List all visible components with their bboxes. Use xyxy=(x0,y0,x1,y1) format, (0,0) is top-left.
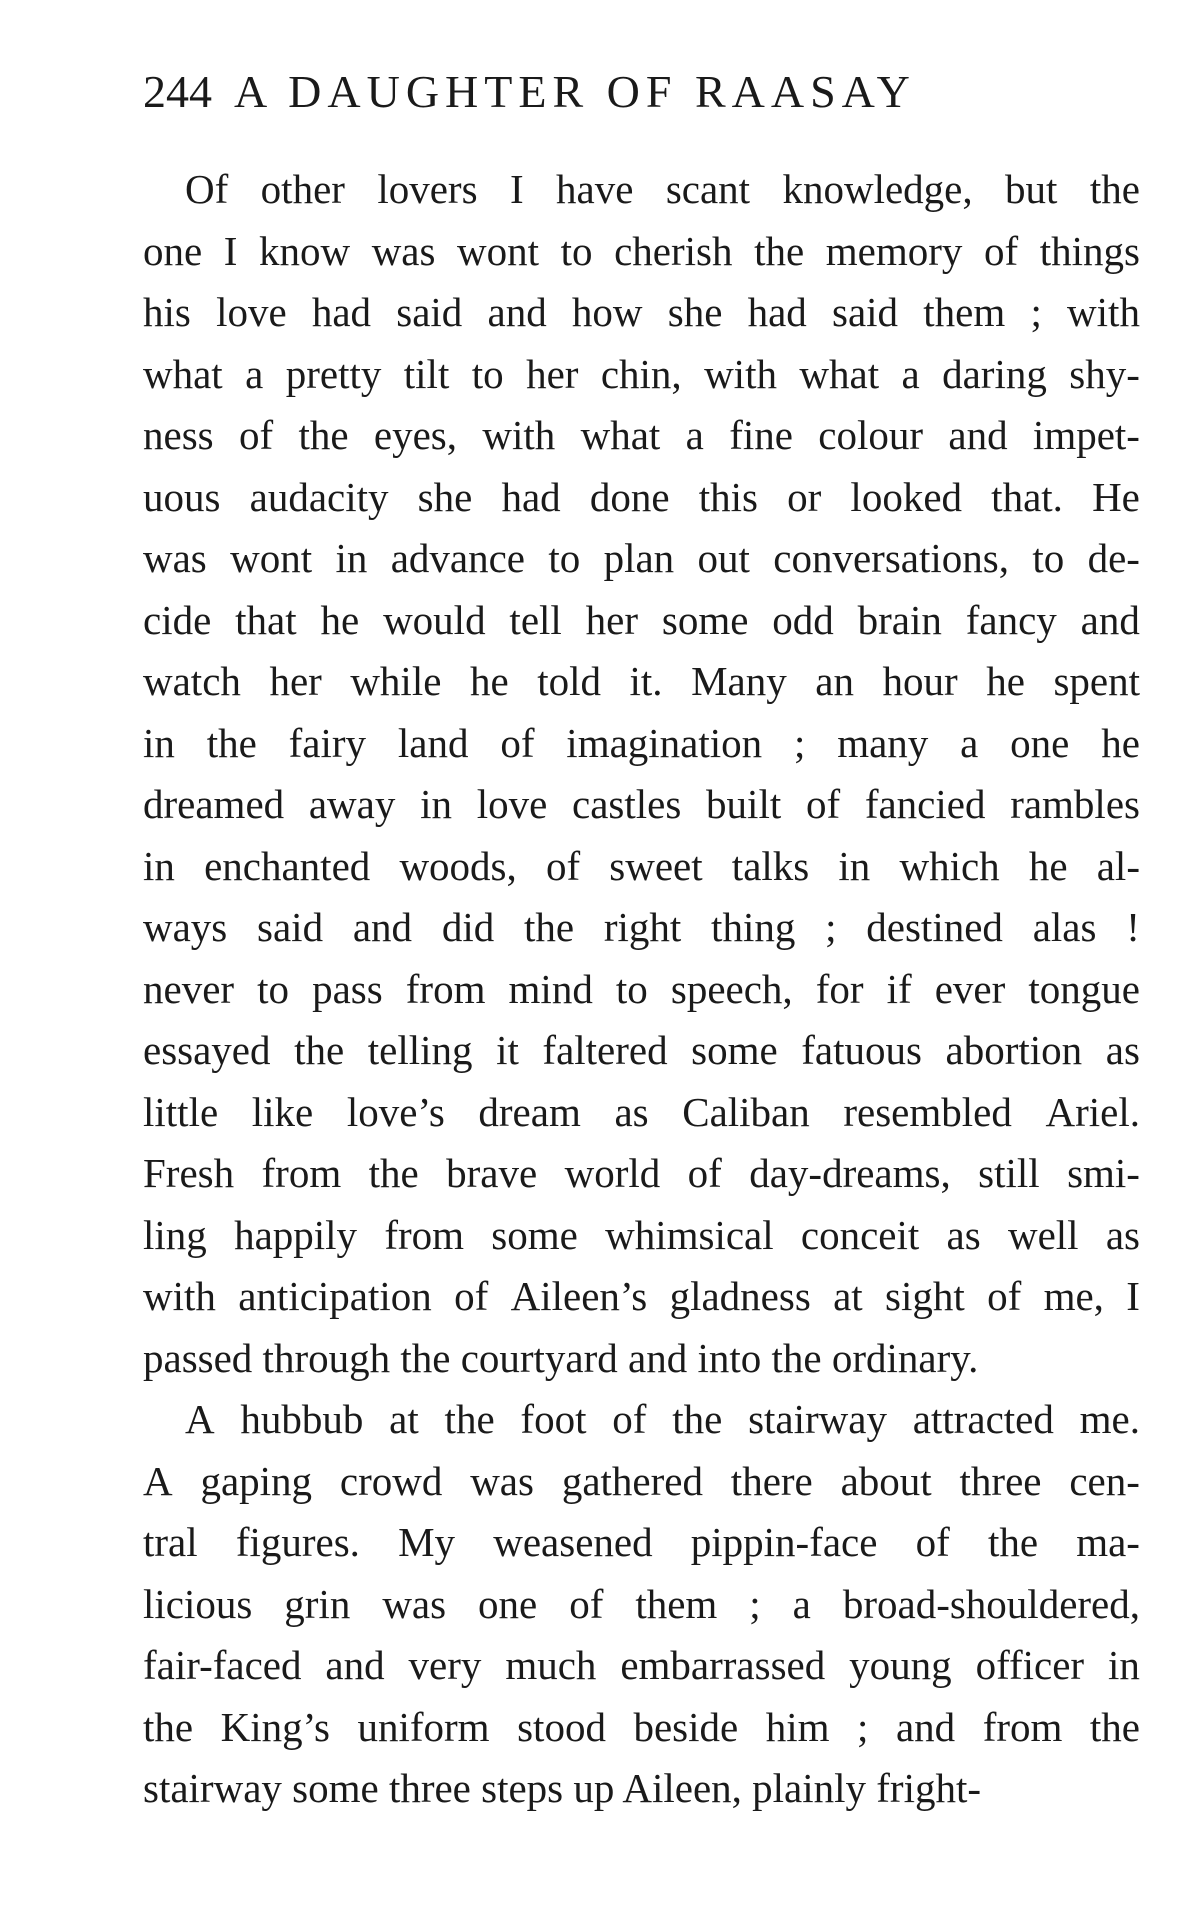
text-line: uous audacity she had done this or looked that. He xyxy=(143,473,1140,520)
text-line: passed through the courtyard and into the ordinary. xyxy=(143,1334,979,1381)
text-line: the King’s uniform stood beside him ; and from the xyxy=(143,1703,1140,1750)
text-line: was wont in advance to plan out conversations, to de- xyxy=(143,535,1140,581)
text-line: Fresh from the brave world of day-dreams, still smi- xyxy=(143,1150,1140,1196)
text-line: ness of the eyes, with what a fine colour and impet- xyxy=(143,412,1140,458)
text-line: A gaping crowd was gathered there about three cen- xyxy=(143,1457,1140,1504)
book-title: A DAUGHTER OF RAASAY xyxy=(234,66,916,117)
running-head xyxy=(143,62,1143,122)
text-line: never to pass from mind to speech, for if ever tongue xyxy=(143,965,1140,1012)
text-line: watch her while he told it. Many an hour he spent xyxy=(143,658,1140,704)
text-line: A hubbub at the foot of the stairway attracted me. xyxy=(185,1396,1140,1442)
text-line: stairway some three steps up Aileen, plainly fright- xyxy=(143,1765,982,1811)
text-line: licious grin was one of them ; a broad-shouldered, xyxy=(143,1580,1140,1627)
text-line: ways said and did the right thing ; destined alas ! xyxy=(143,904,1140,950)
text-line: ling happily from some whimsical conceit as well as xyxy=(143,1211,1140,1258)
text-line: one I know was wont to cherish the memory of things xyxy=(143,227,1140,274)
text-line: dreamed away in love castles built of fancied rambles xyxy=(143,781,1140,827)
text-line: little like love’s dream as Caliban resembled Ariel. xyxy=(143,1088,1140,1135)
text-line: fair-faced and very much embarrassed young officer in xyxy=(143,1642,1140,1688)
text-line: essayed the telling it faltered some fatuous abortion as xyxy=(143,1027,1140,1073)
text-line: in the fairy land of imagination ; many a one he xyxy=(143,719,1140,766)
text-line: in enchanted woods, of sweet talks in which he al- xyxy=(143,842,1140,889)
body-text xyxy=(143,159,1140,1820)
paragraph xyxy=(143,159,1140,1389)
paragraph xyxy=(143,1389,1140,1820)
text-line: with anticipation of Aileen’s gladness at sight of me, I xyxy=(143,1273,1140,1319)
text-line: tral figures. My weasened pippin-face of the ma- xyxy=(143,1519,1140,1565)
text-line: what a pretty tilt to her chin, with what a daring shy- xyxy=(143,350,1140,397)
text-line: Of other lovers I have scant knowledge, but the xyxy=(185,166,1140,212)
page-number: 244 xyxy=(143,66,212,117)
text-line: cide that he would tell her some odd brain fancy and xyxy=(143,596,1140,643)
text-line: his love had said and how she had said them ; with xyxy=(143,289,1140,335)
